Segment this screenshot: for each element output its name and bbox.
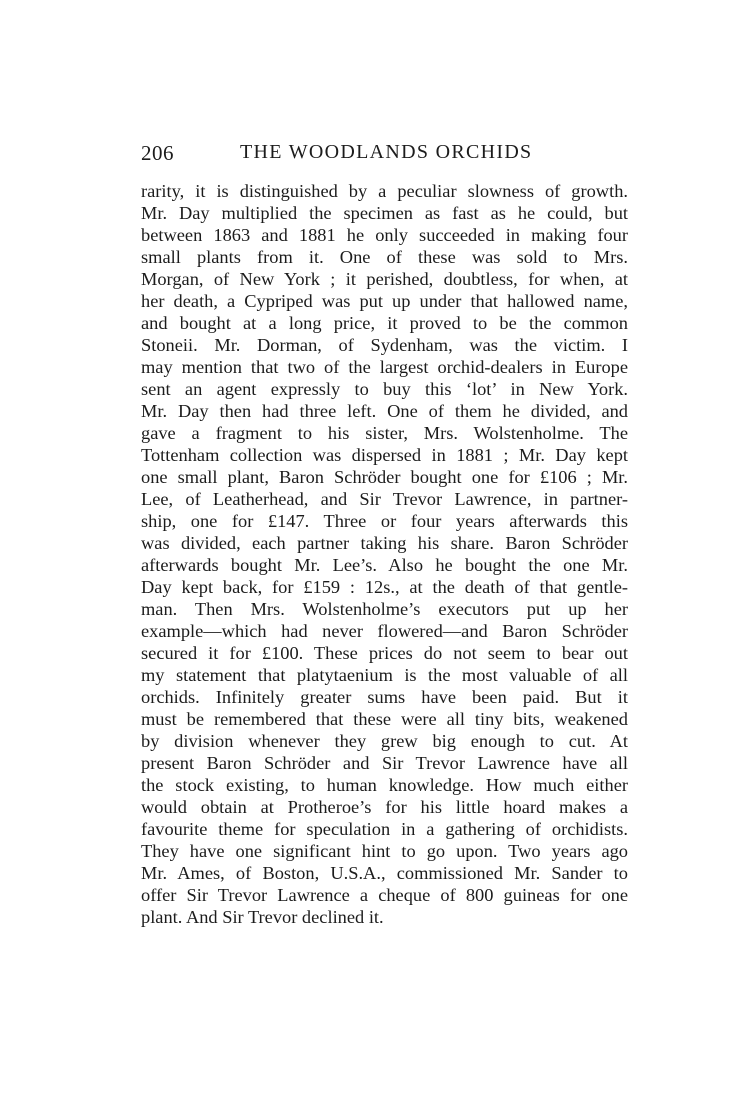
text-line: Day kept back, for £159 : 12s., at the death of that gentle-	[141, 577, 628, 597]
text-line: and bought at a long price, it proved to be the common	[141, 313, 628, 333]
text-line: Stoneii. Mr. Dorman, of Sydenham, was the victim. I	[141, 335, 628, 355]
text-line: rarity, it is distinguished by a peculiar slowness of growth.	[141, 181, 628, 201]
text-line: was divided, each partner taking his share. Baron Schröder	[141, 533, 628, 553]
text-line: Tottenham collection was dispersed in 1881 ; Mr. Day kept	[141, 445, 628, 465]
text-line: one small plant, Baron Schröder bought one for £106 ; Mr.	[141, 467, 628, 487]
text-line: small plants from it. One of these was sold to Mrs.	[141, 247, 628, 267]
text-line: Mr. Day multiplied the specimen as fast as he could, but	[141, 203, 628, 223]
running-title: THE WOODLANDS ORCHIDS	[240, 141, 533, 163]
text-line: Morgan, of New York ; it perished, doubtless, for when, at	[141, 269, 628, 289]
running-head	[141, 141, 616, 167]
text-line: offer Sir Trevor Lawrence a cheque of 800 guineas for one	[141, 885, 628, 905]
text-line: my statement that platytaenium is the most valuable of all	[141, 665, 628, 685]
text-line: by division whenever they grew big enough to cut. At	[141, 731, 628, 751]
text-line: present Baron Schröder and Sir Trevor Lawrence have all	[141, 753, 628, 773]
text-line: must be remembered that these were all tiny bits, weakened	[141, 709, 628, 729]
text-line: favourite theme for speculation in a gathering of orchidists.	[141, 819, 628, 839]
text-line: the stock existing, to human knowledge. How much either	[141, 775, 628, 795]
text-line: between 1863 and 1881 he only succeeded in making four	[141, 225, 628, 245]
text-line: man. Then Mrs. Wolstenholme’s executors put up her	[141, 599, 628, 619]
text-line: may mention that two of the largest orchid-dealers in Europe	[141, 357, 628, 377]
text-line: They have one significant hint to go upon. Two years ago	[141, 841, 628, 861]
text-line: her death, a Cypriped was put up under that hallowed name,	[141, 291, 628, 311]
text-line: Mr. Ames, of Boston, U.S.A., commissioned Mr. Sander to	[141, 863, 628, 883]
text-line: secured it for £100. These prices do not seem to bear out	[141, 643, 628, 663]
text-line: gave a fragment to his sister, Mrs. Wolstenholme. The	[141, 423, 628, 443]
text-line: would obtain at Protheroe’s for his little hoard makes a	[141, 797, 628, 817]
text-line: sent an agent expressly to buy this ‘lot’ in New York.	[141, 379, 628, 399]
text-line: example—which had never flowered—and Baron Schröder	[141, 621, 628, 641]
text-line: afterwards bought Mr. Lee’s. Also he bought the one Mr.	[141, 555, 628, 575]
page-number: 206	[141, 141, 174, 165]
text-line: Mr. Day then had three left. One of them he divided, and	[141, 401, 628, 421]
body-text	[141, 180, 628, 928]
text-line: ship, one for £147. Three or four years afterwards this	[141, 511, 628, 531]
text-line: orchids. Infinitely greater sums have been paid. But it	[141, 687, 628, 707]
text-line-last: plant. And Sir Trevor declined it.	[141, 907, 384, 927]
text-line: Lee, of Leatherhead, and Sir Trevor Lawrence, in partner-	[141, 489, 628, 509]
